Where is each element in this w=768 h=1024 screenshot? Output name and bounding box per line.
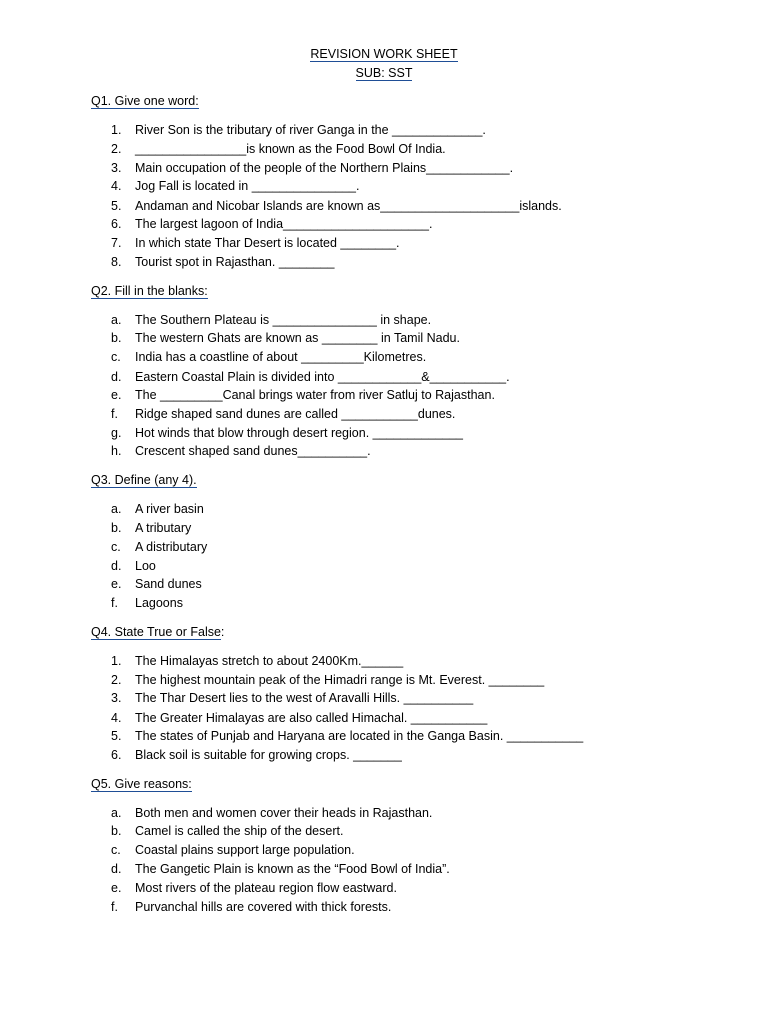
list-marker: 2. xyxy=(111,142,122,156)
list-marker: c. xyxy=(111,350,121,364)
list-item-text: River Son is the tributary of river Ganga in the _____________. xyxy=(135,123,486,137)
list-item-text: Camel is called the ship of the desert. xyxy=(135,824,344,838)
list-item-text: The Greater Himalayas are also called Himachal. ___________ xyxy=(135,711,488,725)
q5-heading: Q5. Give reasons: xyxy=(91,777,192,791)
list-marker: g. xyxy=(111,426,122,440)
list-item-text: ________________is known as the Food Bowl Of India. xyxy=(135,142,446,156)
list-marker: f. xyxy=(111,407,118,421)
list-marker: d. xyxy=(111,559,122,573)
list-marker: 4. xyxy=(111,179,122,193)
list-marker: d. xyxy=(111,370,122,384)
list-marker: b. xyxy=(111,331,122,345)
list-marker: 1. xyxy=(111,123,122,137)
list-item-text: The largest lagoon of India_____________________. xyxy=(135,217,433,231)
list-marker: a. xyxy=(111,806,122,820)
list-marker: b. xyxy=(111,824,122,838)
q2-heading: Q2. Fill in the blanks: xyxy=(91,284,208,298)
list-item-text: Eastern Coastal Plain is divided into ____________&___________. xyxy=(135,370,510,384)
list-marker: b. xyxy=(111,521,122,535)
list-item-text: Andaman and Nicobar Islands are known as____________________islands. xyxy=(135,199,562,213)
list-marker: a. xyxy=(111,313,122,327)
list-item-text: A tributary xyxy=(135,521,192,535)
list-item-text: The Himalayas stretch to about 2400Km.______ xyxy=(135,654,404,668)
list-item-text: Most rivers of the plateau region flow eastward. xyxy=(135,881,397,895)
q4-heading: Q4. State True or False: xyxy=(91,625,225,639)
list-marker: 7. xyxy=(111,236,122,250)
list-item-text: The Southern Plateau is _______________ in shape. xyxy=(135,313,432,327)
list-item-text: Main occupation of the people of the Northern Plains____________. xyxy=(135,161,514,175)
list-marker: c. xyxy=(111,540,121,554)
list-item-text: Black soil is suitable for growing crops. _______ xyxy=(135,748,402,762)
q1-heading: Q1. Give one word: xyxy=(91,94,199,108)
list-marker: 8. xyxy=(111,255,122,269)
list-item-text: Purvanchal hills are covered with thick forests. xyxy=(135,900,392,914)
list-item-text: The _________Canal brings water from river Satluj to Rajasthan. xyxy=(135,388,495,402)
list-marker: 6. xyxy=(111,748,122,762)
list-item-text: India has a coastline of about _________Kilometres. xyxy=(135,350,427,364)
list-marker: 5. xyxy=(111,729,122,743)
list-marker: c. xyxy=(111,843,121,857)
worksheet-title: REVISION WORK SHEET xyxy=(310,47,458,61)
list-marker: e. xyxy=(111,881,122,895)
q4-heading-colon: : xyxy=(220,625,225,639)
list-marker: e. xyxy=(111,577,122,591)
list-item-text: A river basin xyxy=(135,502,204,516)
list-marker: a. xyxy=(111,502,122,516)
list-marker: 1. xyxy=(111,654,122,668)
list-item-text: The highest mountain peak of the Himadri range is Mt. Everest. ________ xyxy=(135,673,545,687)
list-marker: 4. xyxy=(111,711,122,725)
list-marker: d. xyxy=(111,862,122,876)
list-marker: 2. xyxy=(111,673,122,687)
list-item-text: Tourist spot in Rajasthan. ________ xyxy=(135,255,335,269)
list-marker: 5. xyxy=(111,199,122,213)
list-marker: h. xyxy=(111,444,122,458)
list-item-text: Lagoons xyxy=(135,596,183,610)
list-item-text: Coastal plains support large population. xyxy=(135,843,355,857)
list-marker: e. xyxy=(111,388,122,402)
list-item-text: Ridge shaped sand dunes are called ___________dunes. xyxy=(135,407,456,421)
list-item-text: Crescent shaped sand dunes__________. xyxy=(135,444,371,458)
list-item-text: The states of Punjab and Haryana are located in the Ganga Basin. ___________ xyxy=(135,729,584,743)
list-item-text: Jog Fall is located in _______________. xyxy=(135,179,360,193)
list-item-text: Sand dunes xyxy=(135,577,202,591)
list-marker: 3. xyxy=(111,161,122,175)
list-item-text: Loo xyxy=(135,559,156,573)
list-item-text: In which state Thar Desert is located ________. xyxy=(135,236,400,250)
list-marker: f. xyxy=(111,596,118,610)
list-item-text: The Gangetic Plain is known as the “Food Bowl of India”. xyxy=(135,862,450,876)
q3-heading: Q3. Define (any 4). xyxy=(91,473,197,487)
list-item-text: A distributary xyxy=(135,540,208,554)
subject-line: SUB: SST xyxy=(355,66,413,80)
list-item-text: The western Ghats are known as ________ in Tamil Nadu. xyxy=(135,331,460,345)
list-item-text: Hot winds that blow through desert region. _____________ xyxy=(135,426,464,440)
list-marker: 3. xyxy=(111,691,122,705)
list-marker: f. xyxy=(111,900,118,914)
list-marker: 6. xyxy=(111,217,122,231)
list-item-text: Both men and women cover their heads in Rajasthan. xyxy=(135,806,433,820)
list-item-text: The Thar Desert lies to the west of Aravalli Hills. __________ xyxy=(135,691,474,705)
